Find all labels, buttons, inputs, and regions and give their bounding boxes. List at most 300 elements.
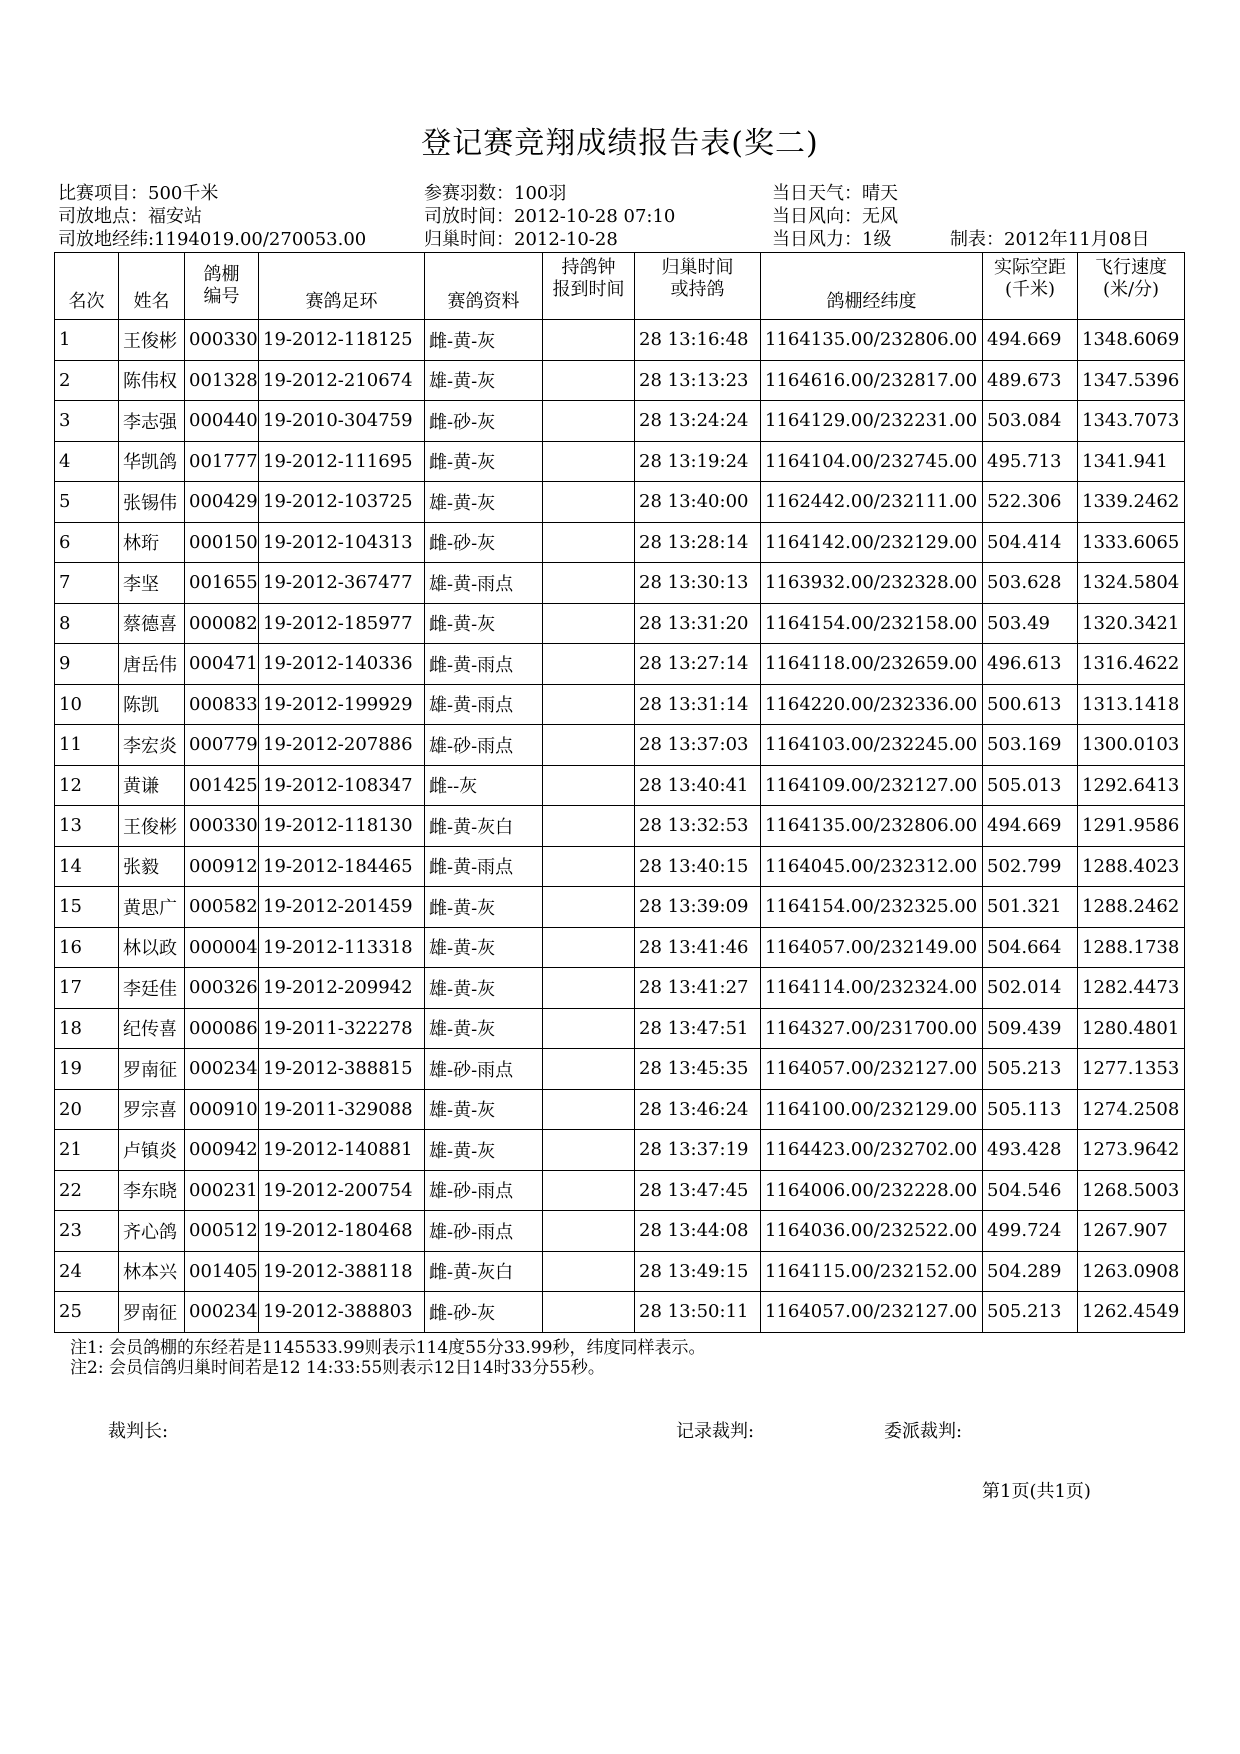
cell-distance: 505.113 bbox=[983, 1089, 1078, 1130]
cell-return-time: 28 13:13:23 bbox=[635, 360, 761, 401]
table-row bbox=[55, 806, 1185, 847]
cell-distance: 499.724 bbox=[983, 1211, 1078, 1252]
cell-rank: 13 bbox=[55, 806, 119, 847]
cell-loft-id: 000004 bbox=[185, 927, 259, 968]
cell-loft-id: 000150 bbox=[185, 522, 259, 563]
info-blank-1 bbox=[950, 182, 1188, 205]
cell-return-time: 28 13:41:27 bbox=[635, 968, 761, 1009]
cell-loft-id: 000086 bbox=[185, 1008, 259, 1049]
table-row bbox=[55, 320, 1185, 361]
cell-speed: 1288.2462 bbox=[1078, 887, 1185, 928]
table-row bbox=[55, 927, 1185, 968]
cell-clock-report bbox=[543, 968, 635, 1009]
cell-clock-report bbox=[543, 360, 635, 401]
cell-loft-coordinates: 1164129.00/232231.00 bbox=[761, 401, 983, 442]
cell-name: 黄思广 bbox=[119, 887, 185, 928]
cell-speed: 1273.9642 bbox=[1078, 1130, 1185, 1171]
table-row bbox=[55, 846, 1185, 887]
cell-pigeon-info: 雌-黄-雨点 bbox=[425, 644, 543, 685]
cell-return-time: 28 13:27:14 bbox=[635, 644, 761, 685]
cell-return-time: 28 13:24:24 bbox=[635, 401, 761, 442]
cell-ring: 19-2012-367477 bbox=[259, 563, 425, 604]
cell-rank: 23 bbox=[55, 1211, 119, 1252]
cell-ring: 19-2012-103725 bbox=[259, 482, 425, 523]
header-loft-id: 鸽棚 编号 bbox=[185, 253, 259, 320]
cell-loft-coordinates: 1164100.00/232129.00 bbox=[761, 1089, 983, 1130]
cell-loft-coordinates: 1164045.00/232312.00 bbox=[761, 846, 983, 887]
cell-loft-id: 000231 bbox=[185, 1170, 259, 1211]
cell-loft-coordinates: 1164154.00/232158.00 bbox=[761, 603, 983, 644]
cell-speed: 1268.5003 bbox=[1078, 1170, 1185, 1211]
cell-loft-id: 000910 bbox=[185, 1089, 259, 1130]
cell-return-time: 28 13:45:35 bbox=[635, 1049, 761, 1090]
cell-pigeon-info: 雄-砂-雨点 bbox=[425, 1049, 543, 1090]
cell-rank: 10 bbox=[55, 684, 119, 725]
table-row bbox=[55, 1251, 1185, 1292]
cell-pigeon-info: 雄-黄-灰 bbox=[425, 927, 543, 968]
cell-speed: 1282.4473 bbox=[1078, 968, 1185, 1009]
cell-ring: 19-2012-185977 bbox=[259, 603, 425, 644]
cell-name: 李志强 bbox=[119, 401, 185, 442]
cell-ring: 19-2010-304759 bbox=[259, 401, 425, 442]
cell-pigeon-info: 雌-黄-灰白 bbox=[425, 1251, 543, 1292]
cell-pigeon-info: 雄-黄-灰 bbox=[425, 968, 543, 1009]
cell-name: 罗南征 bbox=[119, 1292, 185, 1333]
cell-name: 陈凯 bbox=[119, 684, 185, 725]
cell-pigeon-info: 雄-黄-雨点 bbox=[425, 684, 543, 725]
table-row bbox=[55, 725, 1185, 766]
cell-loft-id: 000234 bbox=[185, 1049, 259, 1090]
cell-clock-report bbox=[543, 725, 635, 766]
table-row bbox=[55, 765, 1185, 806]
cell-speed: 1280.4801 bbox=[1078, 1008, 1185, 1049]
cell-ring: 19-2012-184465 bbox=[259, 846, 425, 887]
cell-clock-report bbox=[543, 927, 635, 968]
cell-speed: 1316.4622 bbox=[1078, 644, 1185, 685]
cell-clock-report bbox=[543, 684, 635, 725]
cell-ring: 19-2012-201459 bbox=[259, 887, 425, 928]
table-row bbox=[55, 1211, 1185, 1252]
cell-loft-coordinates: 1162442.00/232111.00 bbox=[761, 482, 983, 523]
cell-ring: 19-2012-199929 bbox=[259, 684, 425, 725]
cell-name: 王俊彬 bbox=[119, 320, 185, 361]
table-row bbox=[55, 968, 1185, 1009]
cell-speed: 1339.2462 bbox=[1078, 482, 1185, 523]
cell-speed: 1341.941 bbox=[1078, 441, 1185, 482]
delegate-judge-label: 委派裁判: bbox=[884, 1421, 963, 1442]
cell-loft-id: 000234 bbox=[185, 1292, 259, 1333]
cell-ring: 19-2012-210674 bbox=[259, 360, 425, 401]
weather: 当日天气：晴天 bbox=[772, 183, 898, 204]
cell-rank: 9 bbox=[55, 644, 119, 685]
cell-pigeon-info: 雌-黄-灰 bbox=[425, 603, 543, 644]
cell-ring: 19-2012-104313 bbox=[259, 522, 425, 563]
cell-distance: 495.713 bbox=[983, 441, 1078, 482]
entry-count: 参赛羽数：100羽 bbox=[424, 183, 567, 204]
cell-distance: 503.169 bbox=[983, 725, 1078, 766]
cell-return-time: 28 13:41:46 bbox=[635, 927, 761, 968]
cell-return-time: 28 13:40:15 bbox=[635, 846, 761, 887]
cell-ring: 19-2011-329088 bbox=[259, 1089, 425, 1130]
cell-pigeon-info: 雄-砂-雨点 bbox=[425, 725, 543, 766]
cell-name: 卢镇炎 bbox=[119, 1130, 185, 1171]
cell-name: 王俊彬 bbox=[119, 806, 185, 847]
table-row bbox=[55, 1049, 1185, 1090]
cell-speed: 1267.907 bbox=[1078, 1211, 1185, 1252]
cell-name: 黄谦 bbox=[119, 765, 185, 806]
cell-loft-id: 000833 bbox=[185, 684, 259, 725]
table-row bbox=[55, 360, 1185, 401]
cell-loft-id: 000440 bbox=[185, 401, 259, 442]
results-table bbox=[54, 252, 1185, 1333]
recording-judge-label: 记录裁判: bbox=[676, 1421, 755, 1442]
cell-return-time: 28 13:28:14 bbox=[635, 522, 761, 563]
cell-distance: 504.664 bbox=[983, 927, 1078, 968]
info-row-3 bbox=[58, 228, 1188, 251]
cell-loft-coordinates: 1163932.00/232328.00 bbox=[761, 563, 983, 604]
cell-speed: 1292.6413 bbox=[1078, 765, 1185, 806]
cell-rank: 5 bbox=[55, 482, 119, 523]
cell-loft-coordinates: 1164327.00/231700.00 bbox=[761, 1008, 983, 1049]
cell-speed: 1347.5396 bbox=[1078, 360, 1185, 401]
cell-clock-report bbox=[543, 765, 635, 806]
cell-loft-id: 000912 bbox=[185, 846, 259, 887]
cell-speed: 1300.0103 bbox=[1078, 725, 1185, 766]
cell-loft-id: 000512 bbox=[185, 1211, 259, 1252]
cell-rank: 14 bbox=[55, 846, 119, 887]
cell-pigeon-info: 雌--灰 bbox=[425, 765, 543, 806]
cell-pigeon-info: 雌-黄-灰 bbox=[425, 887, 543, 928]
cell-rank: 6 bbox=[55, 522, 119, 563]
cell-rank: 1 bbox=[55, 320, 119, 361]
cell-clock-report bbox=[543, 846, 635, 887]
notes bbox=[70, 1338, 705, 1378]
cell-distance: 503.628 bbox=[983, 563, 1078, 604]
cell-loft-coordinates: 1164616.00/232817.00 bbox=[761, 360, 983, 401]
table-row bbox=[55, 522, 1185, 563]
page-number: 第1页(共1页) bbox=[982, 1481, 1091, 1502]
cell-name: 李宏炎 bbox=[119, 725, 185, 766]
cell-name: 陈伟权 bbox=[119, 360, 185, 401]
cell-clock-report bbox=[543, 644, 635, 685]
cell-name: 罗宗喜 bbox=[119, 1089, 185, 1130]
cell-loft-coordinates: 1164104.00/232745.00 bbox=[761, 441, 983, 482]
cell-speed: 1343.7073 bbox=[1078, 401, 1185, 442]
cell-speed: 1348.6069 bbox=[1078, 320, 1185, 361]
cell-rank: 4 bbox=[55, 441, 119, 482]
cell-loft-coordinates: 1164154.00/232325.00 bbox=[761, 887, 983, 928]
cell-loft-id: 001425 bbox=[185, 765, 259, 806]
cell-name: 唐岳伟 bbox=[119, 644, 185, 685]
cell-loft-id: 000326 bbox=[185, 968, 259, 1009]
table-row bbox=[55, 684, 1185, 725]
header-ring: 赛鸽足环 bbox=[259, 253, 425, 320]
cell-ring: 19-2012-388118 bbox=[259, 1251, 425, 1292]
table-row bbox=[55, 1292, 1185, 1333]
cell-distance: 505.013 bbox=[983, 765, 1078, 806]
cell-return-time: 28 13:37:03 bbox=[635, 725, 761, 766]
cell-ring: 19-2012-388815 bbox=[259, 1049, 425, 1090]
cell-rank: 19 bbox=[55, 1049, 119, 1090]
cell-rank: 12 bbox=[55, 765, 119, 806]
cell-return-time: 28 13:49:15 bbox=[635, 1251, 761, 1292]
table-row bbox=[55, 401, 1185, 442]
cell-return-time: 28 13:44:08 bbox=[635, 1211, 761, 1252]
cell-speed: 1333.6065 bbox=[1078, 522, 1185, 563]
cell-loft-coordinates: 1164423.00/232702.00 bbox=[761, 1130, 983, 1171]
cell-ring: 19-2012-113318 bbox=[259, 927, 425, 968]
table-row bbox=[55, 1130, 1185, 1171]
race-event: 比赛项目：500千米 bbox=[58, 183, 219, 204]
cell-ring: 19-2011-322278 bbox=[259, 1008, 425, 1049]
cell-clock-report bbox=[543, 1049, 635, 1090]
wind-direction: 当日风向：无风 bbox=[772, 206, 898, 227]
cell-distance: 504.289 bbox=[983, 1251, 1078, 1292]
cell-return-time: 28 13:47:51 bbox=[635, 1008, 761, 1049]
cell-loft-id: 000429 bbox=[185, 482, 259, 523]
cell-loft-coordinates: 1164220.00/232336.00 bbox=[761, 684, 983, 725]
cell-speed: 1313.1418 bbox=[1078, 684, 1185, 725]
header-speed: 飞行速度 (米/分) bbox=[1078, 253, 1185, 320]
cell-rank: 22 bbox=[55, 1170, 119, 1211]
cell-rank: 3 bbox=[55, 401, 119, 442]
cell-clock-report bbox=[543, 401, 635, 442]
cell-clock-report bbox=[543, 1170, 635, 1211]
cell-ring: 19-2012-200754 bbox=[259, 1170, 425, 1211]
table-row bbox=[55, 644, 1185, 685]
cell-rank: 15 bbox=[55, 887, 119, 928]
cell-loft-coordinates: 1164036.00/232522.00 bbox=[761, 1211, 983, 1252]
cell-distance: 496.613 bbox=[983, 644, 1078, 685]
cell-distance: 522.306 bbox=[983, 482, 1078, 523]
cell-name: 张锡伟 bbox=[119, 482, 185, 523]
cell-clock-report bbox=[543, 1251, 635, 1292]
cell-distance: 504.546 bbox=[983, 1170, 1078, 1211]
cell-distance: 489.673 bbox=[983, 360, 1078, 401]
cell-loft-coordinates: 1164057.00/232127.00 bbox=[761, 1292, 983, 1333]
cell-rank: 8 bbox=[55, 603, 119, 644]
release-time: 司放时间：2012-10-28 07:10 bbox=[424, 206, 676, 227]
cell-pigeon-info: 雄-黄-灰 bbox=[425, 1008, 543, 1049]
cell-clock-report bbox=[543, 1211, 635, 1252]
cell-clock-report bbox=[543, 522, 635, 563]
cell-pigeon-info: 雌-砂-灰 bbox=[425, 401, 543, 442]
cell-ring: 19-2012-388803 bbox=[259, 1292, 425, 1333]
cell-name: 纪传喜 bbox=[119, 1008, 185, 1049]
cell-speed: 1288.1738 bbox=[1078, 927, 1185, 968]
info-row-1 bbox=[58, 182, 1188, 205]
cell-name: 李廷佳 bbox=[119, 968, 185, 1009]
cell-distance: 494.669 bbox=[983, 806, 1078, 847]
cell-loft-id: 000471 bbox=[185, 644, 259, 685]
cell-loft-id: 001328 bbox=[185, 360, 259, 401]
cell-name: 林本兴 bbox=[119, 1251, 185, 1292]
cell-pigeon-info: 雄-黄-灰 bbox=[425, 482, 543, 523]
table-row bbox=[55, 1089, 1185, 1130]
cell-speed: 1324.5804 bbox=[1078, 563, 1185, 604]
header-distance: 实际空距 (千米) bbox=[983, 253, 1078, 320]
cell-return-time: 28 13:40:00 bbox=[635, 482, 761, 523]
cell-clock-report bbox=[543, 1089, 635, 1130]
cell-clock-report bbox=[543, 320, 635, 361]
cell-rank: 24 bbox=[55, 1251, 119, 1292]
cell-rank: 20 bbox=[55, 1089, 119, 1130]
cell-rank: 25 bbox=[55, 1292, 119, 1333]
cell-return-time: 28 13:47:45 bbox=[635, 1170, 761, 1211]
cell-ring: 19-2012-180468 bbox=[259, 1211, 425, 1252]
cell-speed: 1277.1353 bbox=[1078, 1049, 1185, 1090]
cell-name: 齐心鸽 bbox=[119, 1211, 185, 1252]
table-row bbox=[55, 887, 1185, 928]
cell-loft-coordinates: 1164114.00/232324.00 bbox=[761, 968, 983, 1009]
cell-name: 蔡德喜 bbox=[119, 603, 185, 644]
cell-clock-report bbox=[543, 1130, 635, 1171]
cell-rank: 16 bbox=[55, 927, 119, 968]
cell-return-time: 28 13:40:41 bbox=[635, 765, 761, 806]
cell-return-time: 28 13:46:24 bbox=[635, 1089, 761, 1130]
cell-loft-coordinates: 1164135.00/232806.00 bbox=[761, 320, 983, 361]
cell-speed: 1320.3421 bbox=[1078, 603, 1185, 644]
cell-pigeon-info: 雌-黄-雨点 bbox=[425, 846, 543, 887]
cell-name: 林珩 bbox=[119, 522, 185, 563]
cell-pigeon-info: 雌-黄-灰 bbox=[425, 441, 543, 482]
cell-rank: 11 bbox=[55, 725, 119, 766]
header-return-time: 归巢时间 或持鸽 bbox=[635, 253, 761, 320]
cell-clock-report bbox=[543, 563, 635, 604]
cell-clock-report bbox=[543, 887, 635, 928]
cell-pigeon-info: 雄-黄-灰 bbox=[425, 1089, 543, 1130]
cell-ring: 19-2012-140336 bbox=[259, 644, 425, 685]
table-row bbox=[55, 441, 1185, 482]
cell-distance: 502.014 bbox=[983, 968, 1078, 1009]
cell-rank: 21 bbox=[55, 1130, 119, 1171]
cell-return-time: 28 13:30:13 bbox=[635, 563, 761, 604]
cell-pigeon-info: 雄-黄-雨点 bbox=[425, 563, 543, 604]
table-body bbox=[55, 320, 1185, 1333]
cell-distance: 503.084 bbox=[983, 401, 1078, 442]
cell-loft-coordinates: 1164142.00/232129.00 bbox=[761, 522, 983, 563]
cell-loft-id: 000582 bbox=[185, 887, 259, 928]
cell-clock-report bbox=[543, 1008, 635, 1049]
cell-name: 罗南征 bbox=[119, 1049, 185, 1090]
cell-rank: 2 bbox=[55, 360, 119, 401]
cell-ring: 19-2012-207886 bbox=[259, 725, 425, 766]
cell-distance: 504.414 bbox=[983, 522, 1078, 563]
cell-pigeon-info: 雌-砂-灰 bbox=[425, 522, 543, 563]
cell-name: 李东晓 bbox=[119, 1170, 185, 1211]
cell-name: 华凯鸽 bbox=[119, 441, 185, 482]
cell-return-time: 28 13:37:19 bbox=[635, 1130, 761, 1171]
cell-name: 张毅 bbox=[119, 846, 185, 887]
cell-speed: 1291.9586 bbox=[1078, 806, 1185, 847]
chief-judge-label: 裁判长: bbox=[108, 1421, 169, 1442]
cell-pigeon-info: 雄-黄-灰 bbox=[425, 1130, 543, 1171]
table-row bbox=[55, 482, 1185, 523]
cell-clock-report bbox=[543, 441, 635, 482]
release-site: 司放地点：福安站 bbox=[58, 206, 202, 227]
cell-clock-report bbox=[543, 806, 635, 847]
cell-pigeon-info: 雄-黄-灰 bbox=[425, 360, 543, 401]
table-row bbox=[55, 603, 1185, 644]
cell-rank: 18 bbox=[55, 1008, 119, 1049]
cell-pigeon-info: 雌-黄-灰白 bbox=[425, 806, 543, 847]
cell-loft-id: 000779 bbox=[185, 725, 259, 766]
table-row bbox=[55, 1008, 1185, 1049]
cell-clock-report bbox=[543, 603, 635, 644]
cell-loft-coordinates: 1164103.00/232245.00 bbox=[761, 725, 983, 766]
cell-ring: 19-2012-111695 bbox=[259, 441, 425, 482]
cell-loft-coordinates: 1164057.00/232127.00 bbox=[761, 1049, 983, 1090]
cell-distance: 501.321 bbox=[983, 887, 1078, 928]
cell-rank: 17 bbox=[55, 968, 119, 1009]
cell-loft-id: 001655 bbox=[185, 563, 259, 604]
cell-clock-report bbox=[543, 482, 635, 523]
cell-pigeon-info: 雌-黄-灰 bbox=[425, 320, 543, 361]
cell-rank: 7 bbox=[55, 563, 119, 604]
cell-distance: 505.213 bbox=[983, 1049, 1078, 1090]
cell-return-time: 28 13:32:53 bbox=[635, 806, 761, 847]
cell-name: 李坚 bbox=[119, 563, 185, 604]
wind-force: 当日风力：1级 bbox=[772, 229, 892, 250]
header-name: 姓名 bbox=[119, 253, 185, 320]
cell-pigeon-info: 雄-砂-雨点 bbox=[425, 1170, 543, 1211]
cell-ring: 19-2012-118125 bbox=[259, 320, 425, 361]
cell-loft-id: 001405 bbox=[185, 1251, 259, 1292]
cell-pigeon-info: 雄-砂-雨点 bbox=[425, 1211, 543, 1252]
cell-distance: 503.49 bbox=[983, 603, 1078, 644]
cell-distance: 509.439 bbox=[983, 1008, 1078, 1049]
cell-loft-id: 000082 bbox=[185, 603, 259, 644]
race-info bbox=[58, 182, 1188, 251]
note-2: 注2: 会员信鸽归巢时间若是12 14:33:55则表示12日14时33分55秒。 bbox=[70, 1358, 605, 1378]
cell-return-time: 28 13:16:48 bbox=[635, 320, 761, 361]
cell-speed: 1274.2508 bbox=[1078, 1089, 1185, 1130]
table-row bbox=[55, 563, 1185, 604]
cell-distance: 493.428 bbox=[983, 1130, 1078, 1171]
cell-distance: 505.213 bbox=[983, 1292, 1078, 1333]
cell-return-time: 28 13:50:11 bbox=[635, 1292, 761, 1333]
cell-ring: 19-2012-108347 bbox=[259, 765, 425, 806]
cell-loft-coordinates: 1164115.00/232152.00 bbox=[761, 1251, 983, 1292]
report-title: 登记赛竞翔成绩报告表(奖二) bbox=[421, 126, 819, 161]
cell-speed: 1288.4023 bbox=[1078, 846, 1185, 887]
cell-loft-id: 001777 bbox=[185, 441, 259, 482]
table-row bbox=[55, 1170, 1185, 1211]
cell-loft-id: 000330 bbox=[185, 320, 259, 361]
cell-loft-id: 000942 bbox=[185, 1130, 259, 1171]
cell-distance: 502.799 bbox=[983, 846, 1078, 887]
cell-return-time: 28 13:31:14 bbox=[635, 684, 761, 725]
cell-return-time: 28 13:31:20 bbox=[635, 603, 761, 644]
cell-pigeon-info: 雌-砂-灰 bbox=[425, 1292, 543, 1333]
info-row-2 bbox=[58, 205, 1188, 228]
cell-distance: 500.613 bbox=[983, 684, 1078, 725]
header-loft-coordinates: 鸽棚经纬度 bbox=[761, 253, 983, 320]
header-pigeon-info: 赛鸽资料 bbox=[425, 253, 543, 320]
cell-loft-id: 000330 bbox=[185, 806, 259, 847]
cell-loft-coordinates: 1164057.00/232149.00 bbox=[761, 927, 983, 968]
cell-loft-coordinates: 1164109.00/232127.00 bbox=[761, 765, 983, 806]
cell-name: 林以政 bbox=[119, 927, 185, 968]
note-1: 注1: 会员鸽棚的东经若是1145533.99则表示114度55分33.99秒，纬度同样表示。 bbox=[70, 1338, 706, 1358]
cell-distance: 494.669 bbox=[983, 320, 1078, 361]
return-date: 归巢时间：2012-10-28 bbox=[424, 229, 618, 250]
cell-speed: 1263.0908 bbox=[1078, 1251, 1185, 1292]
cell-speed: 1262.4549 bbox=[1078, 1292, 1185, 1333]
info-blank-2 bbox=[950, 205, 1188, 228]
table-date: 制表：2012年11月08日 bbox=[950, 229, 1150, 250]
cell-loft-coordinates: 1164135.00/232806.00 bbox=[761, 806, 983, 847]
